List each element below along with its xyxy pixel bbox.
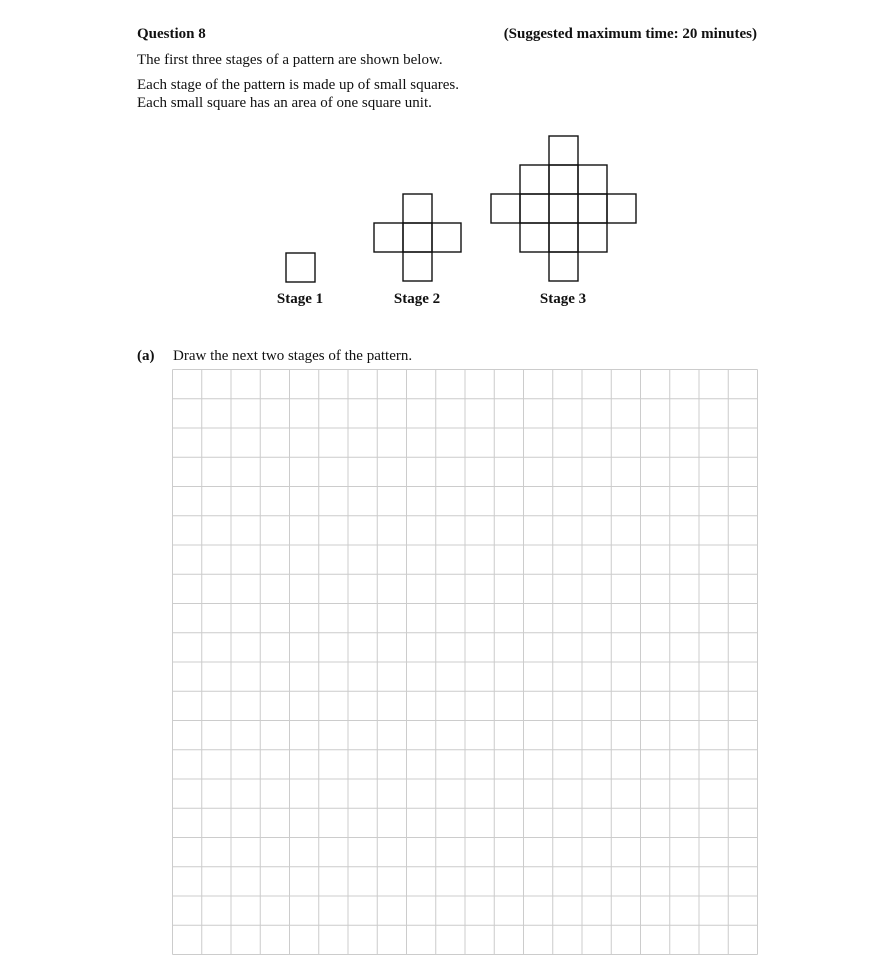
intro-line-1: The first three stages of a pattern are shown below. bbox=[137, 52, 443, 68]
unit-square bbox=[286, 253, 315, 282]
pattern-figure bbox=[0, 0, 892, 320]
stage-1-pattern bbox=[286, 253, 315, 282]
unit-square bbox=[607, 194, 636, 223]
question-title: Question 8 bbox=[137, 26, 206, 42]
unit-square bbox=[403, 194, 432, 223]
part-a-label: (a) bbox=[137, 348, 155, 364]
unit-square bbox=[549, 136, 578, 165]
part-a-instruction: Draw the next two stages of the pattern. bbox=[173, 348, 413, 364]
unit-square bbox=[578, 223, 607, 252]
suggested-time: (Suggested maximum time: 20 minutes) bbox=[503, 26, 757, 42]
unit-square bbox=[432, 223, 461, 252]
intro-line-3: Each small square has an area of one square unit. bbox=[137, 95, 432, 111]
unit-square bbox=[403, 252, 432, 281]
unit-square bbox=[578, 194, 607, 223]
stage-2-pattern bbox=[374, 194, 461, 281]
unit-square bbox=[549, 165, 578, 194]
intro-line-2: Each stage of the pattern is made up of small squares. bbox=[137, 77, 459, 93]
unit-square bbox=[549, 252, 578, 281]
stage-1-label: Stage 1 bbox=[276, 291, 324, 307]
answer-grid[interactable] bbox=[172, 369, 758, 955]
unit-square bbox=[520, 194, 549, 223]
unit-square bbox=[491, 194, 520, 223]
unit-square bbox=[549, 194, 578, 223]
unit-square bbox=[520, 223, 549, 252]
unit-square bbox=[374, 223, 403, 252]
stage-3-label: Stage 3 bbox=[539, 291, 587, 307]
unit-square bbox=[549, 223, 578, 252]
unit-square bbox=[578, 165, 607, 194]
unit-square bbox=[520, 165, 549, 194]
stage-2-label: Stage 2 bbox=[393, 291, 441, 307]
stage-3-pattern bbox=[491, 136, 636, 281]
unit-square bbox=[403, 223, 432, 252]
